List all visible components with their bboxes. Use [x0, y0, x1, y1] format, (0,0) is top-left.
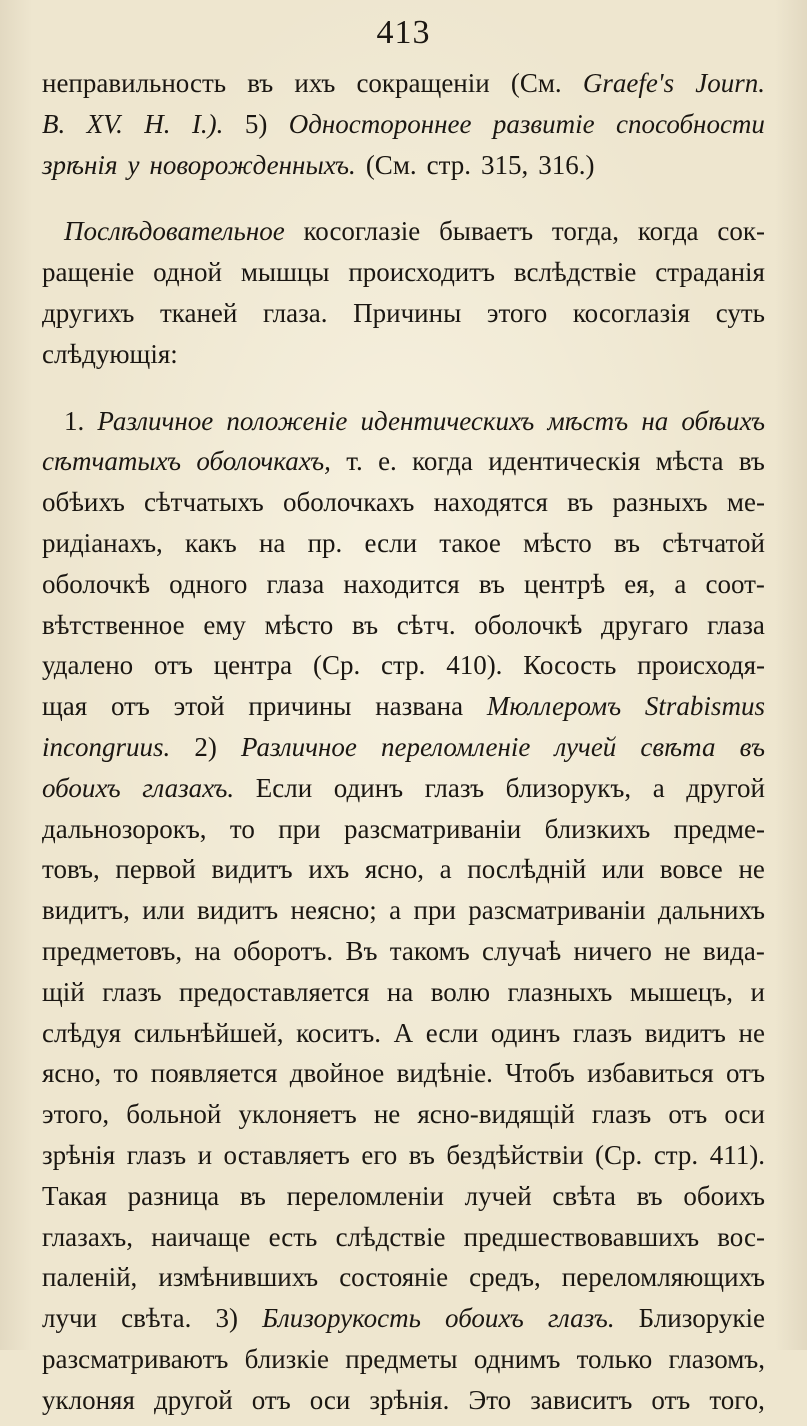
- text-line: [42, 650, 765, 691]
- word: стр.: [381, 650, 426, 681]
- word: только: [576, 1343, 653, 1374]
- word: этого: [486, 297, 548, 328]
- word: другой: [153, 1384, 233, 1415]
- word: обѣихъ: [42, 487, 125, 518]
- word: ме-: [726, 487, 765, 518]
- word: въ: [636, 1180, 663, 1211]
- word: страданія: [655, 257, 765, 288]
- body-text: [42, 68, 765, 1426]
- word: 2): [194, 731, 217, 762]
- word: другаго: [601, 609, 689, 640]
- word: B.: [42, 108, 66, 139]
- word: соот-: [705, 568, 765, 599]
- word: мышецъ,: [629, 976, 734, 1007]
- word: въ: [567, 487, 594, 518]
- word: оболочкахъ,: [196, 446, 331, 477]
- word: то: [113, 1058, 139, 1089]
- word: H.: [144, 108, 171, 139]
- word: 315,: [481, 149, 529, 180]
- word: одной: [153, 257, 222, 288]
- word: слѣдующія:: [42, 338, 178, 369]
- word: incongruus.: [42, 731, 171, 762]
- text-line: [42, 1181, 765, 1222]
- word: способности: [616, 108, 765, 139]
- word: переломленіе: [380, 731, 531, 762]
- word: Strabismus: [644, 691, 765, 722]
- word: въ: [408, 1139, 435, 1170]
- word: измѣнившихъ: [158, 1262, 319, 1293]
- word: (Ср.: [312, 650, 361, 681]
- word: въ: [739, 731, 765, 762]
- word: другой: [686, 772, 765, 803]
- word: происходя-: [637, 650, 765, 681]
- word: ясно,: [42, 1058, 102, 1089]
- word: такомъ: [389, 935, 470, 966]
- word: Близорукіе: [638, 1303, 765, 1334]
- word: косоглазіе: [303, 216, 421, 247]
- word: паленій,: [42, 1262, 138, 1293]
- word: разсматриваніи: [468, 895, 646, 926]
- word: средъ,: [469, 1262, 541, 1293]
- word: Близорукость: [262, 1303, 421, 1334]
- word: развитіе: [492, 108, 595, 139]
- word: избавиться: [587, 1058, 714, 1089]
- word: Одностороннее: [288, 108, 472, 139]
- word: первой: [115, 854, 196, 885]
- word: одинъ: [490, 1017, 561, 1048]
- word: XV.: [86, 108, 123, 139]
- word: въ: [738, 446, 765, 477]
- word: одинъ: [333, 772, 404, 803]
- word: и: [197, 1139, 213, 1170]
- word: Мюллеромъ: [486, 691, 622, 722]
- word: его: [361, 1139, 398, 1170]
- text-line: [42, 109, 765, 150]
- word: Различное: [97, 405, 214, 436]
- word: косоглазія: [572, 297, 691, 328]
- word: сокращеніи: [356, 68, 490, 98]
- word: оболочкахъ: [282, 487, 415, 518]
- word: не: [738, 854, 765, 885]
- word: 316.): [538, 149, 595, 180]
- word: ясно,: [364, 854, 424, 885]
- text-line: [42, 257, 765, 298]
- word: е.: [378, 446, 397, 477]
- word: центра: [213, 650, 293, 681]
- word: двойное: [289, 1058, 385, 1089]
- text-line: [42, 216, 765, 257]
- word: Graefe's: [582, 68, 675, 98]
- word: Если: [255, 772, 313, 803]
- word: Послѣдовательное: [64, 216, 285, 247]
- word: разница: [127, 1180, 220, 1211]
- word: вида-: [702, 935, 765, 966]
- word: зависитъ: [530, 1384, 633, 1415]
- text-line: [42, 68, 765, 109]
- word: Это: [468, 1384, 512, 1415]
- word: какъ: [184, 527, 237, 558]
- word: ращеніе: [42, 257, 135, 288]
- word: свѣта: [640, 731, 716, 762]
- word: 5): [244, 108, 268, 139]
- word: того,: [709, 1384, 765, 1415]
- word: А: [393, 1017, 414, 1048]
- paragraph-gap: [42, 190, 765, 216]
- word: коситъ.: [296, 1017, 381, 1048]
- word: дальнихъ: [657, 895, 765, 926]
- word: оси: [309, 1384, 351, 1415]
- word: Чтобъ: [505, 1058, 575, 1089]
- text-line: [42, 1140, 765, 1181]
- word: однимъ: [473, 1343, 561, 1374]
- text-line: [42, 487, 765, 528]
- word: ничего: [573, 935, 652, 966]
- word: обоихъ: [42, 772, 121, 803]
- word: слѣдуя: [42, 1017, 122, 1048]
- word: 410).: [446, 650, 503, 681]
- word: глазъ.: [547, 1303, 615, 1334]
- word: оси: [724, 1099, 765, 1130]
- word: предме-: [673, 813, 765, 844]
- word: этого,: [42, 1099, 110, 1130]
- word: есть: [268, 1221, 318, 1252]
- text-line: [42, 150, 765, 191]
- word: щая: [42, 691, 88, 722]
- word: ихъ: [308, 854, 350, 885]
- word: близорукъ,: [505, 772, 632, 803]
- word: другихъ: [42, 297, 135, 328]
- word: бываетъ: [439, 216, 534, 247]
- text-line: [42, 814, 765, 855]
- word: глаза.: [262, 297, 328, 328]
- word: (См.: [365, 149, 417, 180]
- word: состояніе: [339, 1262, 449, 1293]
- word: такое: [439, 527, 501, 558]
- text-line: [42, 895, 765, 936]
- word: вѣтственное: [42, 609, 185, 640]
- word: сок-: [717, 216, 765, 247]
- word: отъ: [668, 1099, 708, 1130]
- word: Причины: [353, 297, 462, 328]
- text-line: [42, 446, 765, 487]
- word: а: [674, 568, 687, 599]
- word: въ: [247, 68, 274, 98]
- word: тогда,: [551, 216, 620, 247]
- word: разсматриваніи: [344, 813, 522, 844]
- word: мѣсто: [523, 527, 592, 558]
- word: видитъ: [211, 854, 293, 885]
- word: ему: [203, 609, 246, 640]
- text-line: [42, 773, 765, 814]
- word: переломляющихъ: [561, 1262, 765, 1293]
- word: 411).: [709, 1139, 765, 1170]
- text-line: [42, 977, 765, 1018]
- word: оставляетъ: [223, 1139, 350, 1170]
- word: отъ: [651, 1384, 691, 1415]
- word: не: [664, 935, 691, 966]
- word: пр.: [307, 527, 343, 558]
- word: въ: [478, 568, 505, 599]
- word: послѣдній: [467, 854, 587, 885]
- word: ясно-видящій: [417, 1099, 575, 1130]
- word: оболочкѣ: [474, 609, 583, 640]
- word: при: [278, 813, 321, 844]
- word: мышцы: [240, 257, 330, 288]
- word: идентическія: [488, 446, 641, 477]
- word: на: [386, 976, 414, 1007]
- word: уклоняя: [42, 1384, 135, 1415]
- word: въ: [352, 609, 379, 640]
- word: (Ср.: [595, 1139, 643, 1170]
- word: а: [389, 895, 402, 926]
- word: отъ: [110, 691, 150, 722]
- text-line: [42, 528, 765, 569]
- word: когда: [412, 446, 473, 477]
- text-line: [42, 1099, 765, 1140]
- word: обоихъ: [445, 1303, 524, 1334]
- text-line: [42, 1018, 765, 1059]
- text-line: [42, 1385, 765, 1426]
- word: центрѣ: [523, 568, 606, 599]
- word: предоставляется: [178, 976, 370, 1007]
- word: причины: [248, 691, 352, 722]
- word: Различное: [241, 731, 357, 762]
- word: видитъ: [644, 1017, 726, 1048]
- word: случаѣ: [482, 935, 562, 966]
- word: ея,: [624, 568, 656, 599]
- word: глазъ: [126, 1139, 187, 1170]
- word: идентическихъ: [360, 405, 535, 436]
- word: предметы: [345, 1343, 458, 1374]
- word: удалено: [42, 650, 134, 681]
- word: отъ: [251, 1384, 291, 1415]
- word: этой: [173, 691, 225, 722]
- word: Такая: [42, 1180, 107, 1211]
- word: свѣта.: [121, 1303, 192, 1334]
- word: зрѣнія: [42, 149, 118, 180]
- word: близкихъ: [544, 813, 651, 844]
- word: и: [750, 976, 765, 1007]
- word: ридіанахъ,: [42, 527, 163, 558]
- word: или: [142, 895, 185, 926]
- word: сильнѣйшей,: [133, 1017, 284, 1048]
- word: вос-: [717, 1221, 765, 1252]
- word: оболочкѣ: [42, 568, 151, 599]
- word: находится: [343, 568, 460, 599]
- text-line: [42, 406, 765, 447]
- text-line: [42, 854, 765, 895]
- paragraph-gap: [42, 380, 765, 406]
- word: глазъ: [591, 1099, 652, 1130]
- word: разныхъ: [612, 487, 708, 518]
- word: 3): [215, 1303, 238, 1334]
- word: предметовъ,: [42, 935, 183, 966]
- page-number: 413: [376, 14, 431, 51]
- word: а: [652, 772, 665, 803]
- word: переломленіи: [286, 1180, 444, 1211]
- text-line: [42, 1344, 765, 1385]
- word: глазъ: [572, 1017, 633, 1048]
- word: при: [413, 895, 456, 926]
- word: одного: [169, 568, 248, 599]
- word: стр.: [653, 1139, 699, 1170]
- word: свѣта: [552, 1180, 616, 1211]
- word: въ: [239, 1180, 266, 1211]
- word: мѣста: [655, 446, 724, 477]
- text-line: [42, 1303, 765, 1344]
- word: Косость: [523, 650, 617, 681]
- word: мѣсто: [264, 609, 334, 640]
- word: лучи: [42, 1303, 98, 1334]
- word: стр.: [426, 149, 472, 180]
- word: если: [364, 527, 418, 558]
- word: въ: [613, 527, 641, 558]
- word: зрѣнія: [42, 1139, 116, 1170]
- word: глазныхъ: [507, 976, 613, 1007]
- word: слѣдствіе: [335, 1221, 446, 1252]
- word: сѣтчатыхъ: [144, 487, 264, 518]
- word: отъ: [153, 650, 193, 681]
- word: глаза: [266, 568, 325, 599]
- word: обоихъ: [683, 1180, 765, 1211]
- word: сѣтчатыхъ: [42, 446, 181, 477]
- text-line: [42, 569, 765, 610]
- word: т.: [346, 446, 363, 477]
- word: больной: [126, 1099, 222, 1130]
- word: тканей: [159, 297, 238, 328]
- word: сѣтчатой: [662, 527, 765, 558]
- word: на: [194, 935, 221, 966]
- word: сѣтч.: [396, 609, 456, 640]
- text-line: [42, 339, 765, 380]
- word: разсматриваютъ: [42, 1343, 229, 1374]
- text-line: [42, 936, 765, 977]
- text-line: [42, 610, 765, 651]
- word: зрѣнія.: [369, 1384, 450, 1415]
- word: суть: [715, 297, 765, 328]
- word: глазахъ,: [42, 1221, 133, 1252]
- word: Въ: [345, 935, 378, 966]
- word: вовсе: [659, 854, 723, 885]
- word: дальнозорокъ,: [42, 813, 207, 844]
- text-line: [42, 732, 765, 773]
- word: глазъ: [102, 976, 162, 1007]
- word: происходитъ: [348, 257, 496, 288]
- word: Journ.: [695, 68, 765, 98]
- text-line: [42, 298, 765, 339]
- word: неясно;: [290, 895, 377, 926]
- text-line: [42, 1222, 765, 1263]
- word: отъ: [726, 1058, 765, 1089]
- word: оборотъ.: [233, 935, 334, 966]
- word: вслѣдствіе: [513, 257, 637, 288]
- word: товъ,: [42, 854, 100, 885]
- word: обѣихъ: [681, 405, 765, 436]
- word: появляется: [150, 1058, 278, 1089]
- word: не: [373, 1099, 401, 1130]
- word: мѣстъ: [547, 405, 629, 436]
- text-line: [42, 1262, 765, 1303]
- word: находятся: [433, 487, 548, 518]
- word: щій: [42, 976, 85, 1007]
- word: положеніе: [226, 405, 348, 436]
- word: или: [601, 854, 645, 885]
- word: уклоняетъ: [238, 1099, 357, 1130]
- word: предшествовавшихъ: [463, 1221, 700, 1252]
- word: видѣніе.: [396, 1058, 493, 1089]
- word: неправильность: [42, 68, 227, 98]
- word: лучей: [554, 731, 617, 762]
- word: ихъ: [294, 68, 336, 98]
- word: на: [258, 527, 286, 558]
- word: бездѣйствіи: [446, 1139, 584, 1170]
- word: названа: [375, 691, 464, 722]
- word: (См.: [510, 68, 562, 98]
- word: видитъ: [197, 895, 279, 926]
- word: если: [425, 1017, 479, 1048]
- word: наичаще: [151, 1221, 251, 1252]
- word: видитъ,: [42, 895, 130, 926]
- word: глаза: [707, 609, 765, 640]
- word: глазомъ,: [668, 1343, 765, 1374]
- word: то: [229, 813, 255, 844]
- word: 1.: [64, 405, 85, 436]
- word: новорожденныхъ.: [149, 149, 356, 180]
- word: глазъ: [424, 772, 485, 803]
- word: глазахъ.: [142, 772, 235, 803]
- word: волю: [430, 976, 491, 1007]
- word: а: [439, 854, 452, 885]
- word: не: [738, 1017, 765, 1048]
- text-line: [42, 1058, 765, 1099]
- word: у: [127, 149, 140, 180]
- word: близкіе: [244, 1343, 329, 1374]
- word: лучей: [464, 1180, 532, 1211]
- word: I.).: [191, 108, 224, 139]
- text-line: [42, 691, 765, 732]
- word: когда: [637, 216, 699, 247]
- word: на: [641, 405, 669, 436]
